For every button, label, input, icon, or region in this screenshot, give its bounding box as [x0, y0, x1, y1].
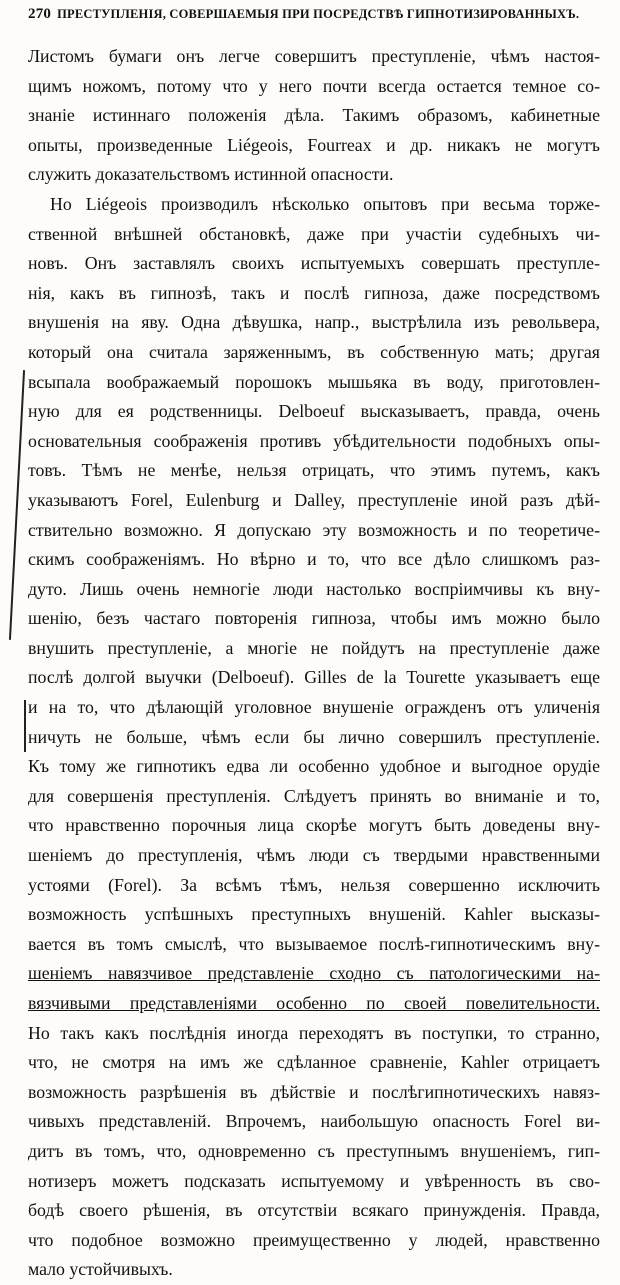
text-line-content: Къ тому же гипнотикъ едва ли особенно удобное и выгодное орудіе	[28, 756, 600, 777]
text-line-content: шеніемъ до преступленія, чѣмъ люди съ твердыми нравственными	[28, 845, 600, 866]
text-line-content: ную для ея родственницы. Delboeuf высказываетъ, правда, очень	[28, 401, 600, 422]
text-line-content: основательныя соображенія противъ убѣдительности подобныхъ опы-	[28, 430, 600, 451]
text-line	[28, 871, 600, 901]
page-number: 270	[28, 6, 52, 22]
text-line-content: и на то, что дѣлающій уголовное внушеніе огражденъ отъ уличенія	[28, 697, 600, 718]
text-line-content: ствительно возможно. Я допускаю эту возможность и по теоретиче-	[28, 519, 600, 540]
text-line	[28, 752, 600, 782]
text-line-content: что нравственно порочныя лица скорѣе могутъ быть доведены вну-	[28, 815, 600, 836]
text-line-content: что, не смотря на имъ же сдѣланное сравненіе, Kahler отрицаетъ	[28, 1052, 600, 1073]
text-line	[28, 841, 600, 871]
text-line-content: знаніе истиннаго положенія дѣла. Такимъ образомъ, кабинетные	[28, 105, 600, 126]
text-line	[28, 782, 600, 812]
text-line	[28, 693, 600, 723]
text-line-content: чивыхъ представленій. Впрочемъ, наибольшую опасность Forel ви-	[28, 1111, 600, 1132]
text-line	[28, 397, 600, 427]
text-line	[28, 545, 600, 575]
text-line	[28, 1137, 600, 1167]
text-line-content: послѣ долгой выучки (Delboeuf). Gilles de la Tourette указываетъ еще	[28, 667, 600, 688]
text-line	[28, 220, 600, 250]
text-line	[28, 249, 600, 279]
text-line-content: скимъ соображеніямъ. Но вѣрно и то, что все дѣло слишкомъ раз-	[28, 549, 600, 570]
text-line	[28, 516, 600, 546]
running-title: ПРЕСТУПЛЕНІЯ, СОВЕРШАЕМЫЯ ПРИ ПОСРЕДСТВѢ ГИПНОТИЗИРОВАННЫХЪ.	[57, 7, 580, 21]
text-line	[28, 1226, 600, 1256]
text-line-content: Листомъ бумаги онъ легче совершитъ преступленіе, чѣмъ настоя-	[28, 46, 600, 66]
text-line-content: шенію, безъ частаго повторенія гипноза, чтобы имъ можно было	[28, 608, 600, 629]
text-line-content: опыты, произведенные Liégeois, Fourreax и др. никакъ не могутъ	[28, 134, 600, 155]
text-line-content: товъ. Тѣмъ не менѣе, нельзя отрицать, что этимъ путемъ, какъ	[28, 460, 600, 481]
text-line	[28, 486, 600, 516]
text-line-content: вается въ томъ смыслѣ, что вызываемое послѣ-гипнотическимъ вну-	[28, 933, 600, 954]
text-line	[28, 1196, 600, 1226]
text-line	[28, 42, 600, 72]
text-line	[28, 959, 600, 989]
text-line	[28, 368, 600, 398]
margin-pencil-mark	[24, 700, 26, 752]
text-line	[28, 989, 600, 1019]
text-line	[28, 663, 600, 693]
text-line-content: что подобное возможно преимущественно у людей, нравственно	[28, 1229, 600, 1250]
text-line-content: всыпала воображаемый порошокъ мышьяка въ воду, приготовлен-	[28, 371, 600, 392]
text-line	[28, 308, 600, 338]
text-line-content: внушенія на яву. Одна дѣвушка, напр., выстрѣлила изъ револьвера,	[28, 312, 600, 333]
text-body	[28, 42, 600, 1285]
text-line	[28, 1167, 600, 1197]
text-line	[28, 634, 600, 664]
text-line-content: дитъ въ томъ, что, одновременно съ преступнымъ внушеніемъ, гип-	[28, 1140, 600, 1161]
text-line-content: дуто. Лишь очень немногіе люди настолько воспріимчивы къ вну-	[28, 578, 600, 599]
text-line	[28, 338, 600, 368]
text-line	[28, 456, 600, 486]
text-line-content: который она считала заряженнымъ, въ собственную мать; другая	[28, 341, 600, 362]
text-line-content: для совершенія преступленія. Слѣдуетъ принять во вниманіе и то,	[28, 785, 600, 806]
text-line	[28, 604, 600, 634]
text-line-content: нія, какъ въ гипнозѣ, такъ и послѣ гипноза, даже посредствомъ	[28, 282, 600, 303]
text-line-content: служить доказательствомъ истинной опасности.	[28, 164, 394, 185]
text-line	[28, 1048, 600, 1078]
text-line	[28, 1019, 600, 1049]
text-line	[28, 131, 600, 161]
text-line	[28, 72, 600, 102]
text-line	[28, 1255, 600, 1285]
text-line-content: щимъ ножомъ, потому что у него почти всегда остается темное со-	[28, 75, 600, 96]
text-line	[28, 279, 600, 309]
text-line	[28, 1107, 600, 1137]
text-line	[28, 190, 600, 220]
text-line-content: устоями (Forel). За всѣмъ тѣмъ, нельзя совершенно исключить	[28, 874, 600, 895]
text-line-content: указываютъ Forel, Eulenburg и Dalley, преступленіе иной разъ дѣй-	[28, 489, 600, 510]
text-line	[28, 427, 600, 457]
text-line-content: шеніемъ навязчивое представленіе сходно съ патологическими на-	[28, 963, 600, 984]
text-line	[28, 900, 600, 930]
text-line-content: вязчивыми представленіями особенно по своей повелительности.	[28, 993, 600, 1013]
text-line-content: бодѣ своего рѣшенія, въ отсутствіи всякаго принужденія. Правда,	[28, 1200, 600, 1221]
running-header	[28, 6, 600, 36]
text-line-content: новъ. Онъ заставлялъ своихъ испытуемыхъ совершать преступле-	[28, 253, 600, 274]
text-line-content: мало устойчивыхъ.	[28, 1259, 173, 1280]
text-line-content: возможность успѣшныхъ преступныхъ внушеній. Kahler высказы-	[28, 904, 600, 925]
text-line-content: Но такъ какъ послѣднія иногда переходятъ въ поступки, то странно,	[28, 1022, 600, 1043]
text-line	[28, 101, 600, 131]
text-line-content: нотизеръ можетъ подсказать испытуемому и увѣренность въ сво-	[28, 1170, 600, 1191]
text-line	[28, 723, 600, 753]
text-line	[28, 575, 600, 605]
text-line-content: ственной внѣшней обстановкѣ, даже при участіи судебныхъ чи-	[28, 223, 600, 244]
margin-pencil-mark	[9, 370, 25, 640]
text-line	[28, 811, 600, 841]
text-line	[28, 1078, 600, 1108]
text-line-content: внушить преступленіе, а многіе не пойдутъ на преступленіе даже	[28, 637, 600, 658]
document-page	[28, 6, 600, 1280]
text-line-content: ничуть не больше, чѣмъ если бы лично совершилъ преступленіе.	[28, 726, 600, 747]
text-line-content: Но Liégeois производилъ нѣсколько опытовъ при весьма торже-	[50, 193, 600, 214]
text-line-content: возможность разрѣшенія въ дѣйствіе и послѣгипнотическихъ навяз-	[28, 1081, 600, 1102]
text-line	[28, 160, 600, 190]
